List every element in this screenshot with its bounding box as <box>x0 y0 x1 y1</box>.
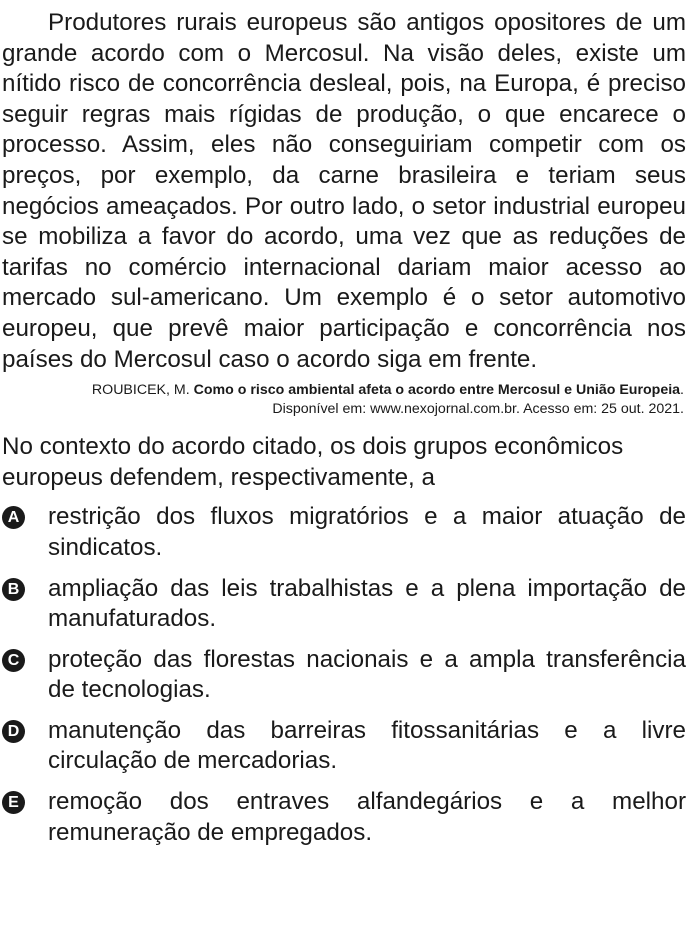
option-e[interactable] <box>2 787 686 848</box>
option-e-text: remoção dos entraves alfandegários e a melhor remuneração de empregados. <box>48 788 686 846</box>
option-a-letter-icon: A <box>2 506 25 529</box>
option-d-text: manutenção das barreiras fitossanitárias e a livre circulação de mercadorias. <box>48 716 686 775</box>
source-reference-line <box>2 381 684 400</box>
option-a[interactable] <box>2 502 686 563</box>
option-e-letter-icon: E <box>2 791 25 814</box>
question-stem: No contexto do acordo citado, os dois grupos econômicos europeus defendem, respectivamente, a <box>2 433 624 491</box>
option-c-text: proteção das florestas nacionais e a ampla transferência de tecnologias. <box>48 645 686 704</box>
source-citation <box>2 381 686 418</box>
option-c-letter-icon: C <box>2 649 25 672</box>
option-d-letter-icon: D <box>2 720 25 743</box>
option-b[interactable] <box>2 574 686 635</box>
source-title: Como o risco ambiental afeta o acordo entre Mercosul e União Europeia <box>193 382 681 399</box>
source-author: ROUBICEK, M. <box>91 382 194 399</box>
option-c[interactable] <box>2 645 686 706</box>
source-title-end: . <box>680 382 684 399</box>
source-availability: Disponível em: www.nexojornal.com.br. Acesso em: 25 out. 2021. <box>272 400 684 417</box>
option-b-text: ampliação das leis trabalhistas e a plena importação de manufaturados. <box>48 574 686 633</box>
option-b-letter-icon: B <box>2 578 25 601</box>
option-a-text: restrição dos fluxos migratórios e a maior atuação de sindicatos. <box>48 503 686 561</box>
option-d[interactable] <box>2 716 686 777</box>
passage-text: Produtores rurais europeus são antigos opositores de um grande acordo com o Mercosul. Na visão deles, existe um nítido risco de concorrência desleal, pois, na Europa, é preciso seguir regras mais rígidas de produção, o que encarece o processo. Assim, eles não conseguiriam competir com os preços, por exemplo, da carne brasileira e teriam seus negócios ameaçados. Por outro lado, o setor industrial europeu se mobiliza a favor do acordo, uma vez que as reduções de tarifas no comércio internacional dariam maior acesso ao mercado sul-americano. Um exemplo é o setor automotivo europeu, que prevê maior participação e concorrência nos países do Mercosul caso o acordo siga em frente. <box>2 9 686 373</box>
answer-options <box>2 502 686 848</box>
